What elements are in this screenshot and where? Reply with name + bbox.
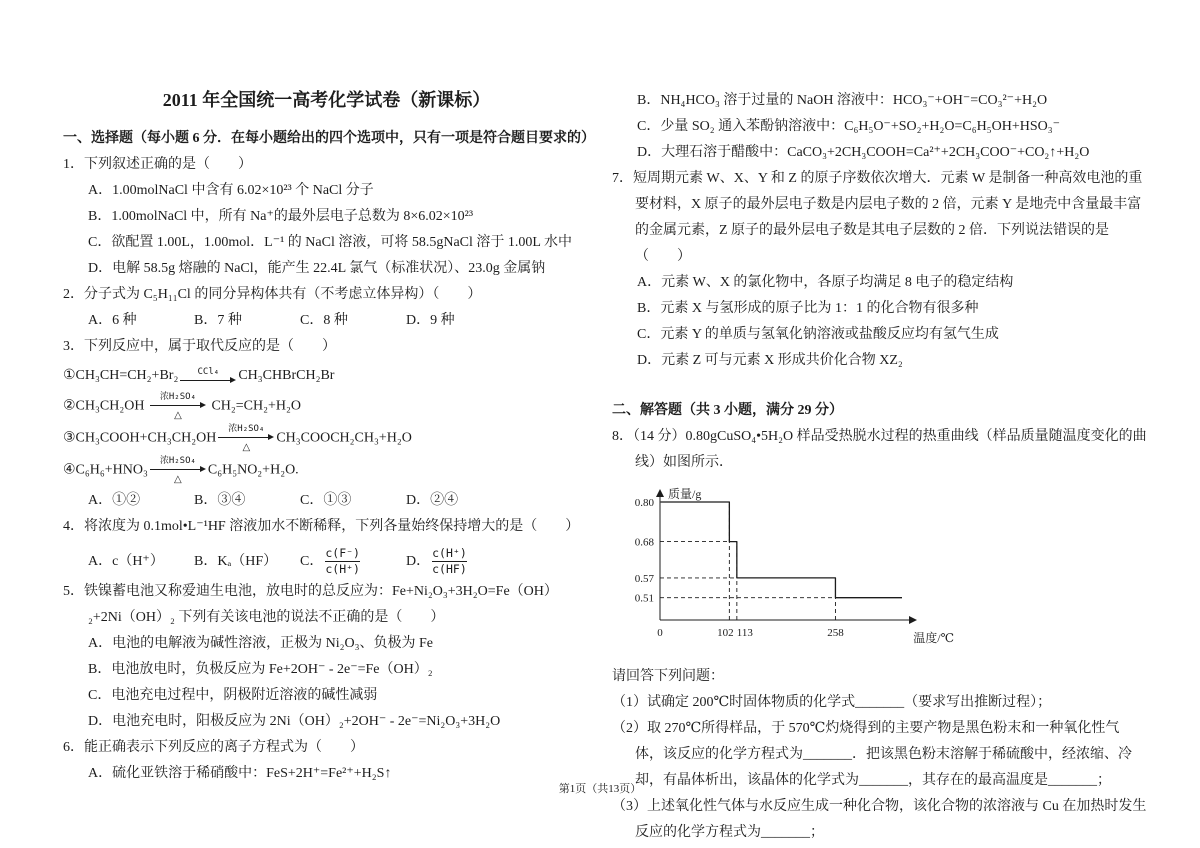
equation-rhs: CH₃COOCH₂CH₃+H₂O [276, 430, 412, 446]
arrow-condition-bottom: △ [174, 410, 182, 422]
fraction [325, 546, 360, 577]
equation-rhs: CH₂=CH₂+H₂O [207, 398, 301, 414]
reaction-arrow [218, 424, 274, 453]
question-3 [63, 334, 590, 514]
svg-text:0.80: 0.80 [634, 497, 654, 509]
q8-prompt: 请回答下列问题： [612, 669, 724, 684]
q1-option-c: C．欲配置 1.00L，1.00mol．L⁻¹ 的 NaCl 溶液，可将 58.5gNaCl 溶于 1.00L 水中 [88, 235, 572, 250]
fraction-denominator: c(H⁺) [325, 562, 360, 577]
equation-rhs: C₆H₅NO₂+H₂O. [207, 462, 299, 478]
q3-equation-1 [63, 363, 590, 389]
q3-options-row [63, 488, 590, 514]
q6-option-b: B．NH₄HCO₃ 溶于过量的 NaOH 溶液中：HCO₃⁻+OH⁻=CO₃²⁻+H₂O [637, 93, 1048, 108]
q3-option-b: B．③④ [194, 493, 246, 509]
q7-option-c: C．元素 Y 的单质与氢氧化钠溶液或盐酸反应均有氢气生成 [637, 327, 999, 342]
svg-text:质量/g: 质量/g [668, 487, 702, 501]
q4-options-row [63, 546, 590, 577]
page-footer: 第1页（共13页） [558, 783, 642, 795]
q3-option-c: C．①③ [300, 493, 352, 509]
question-5 [63, 579, 590, 735]
question-2 [63, 282, 590, 334]
q6-option-a: A．硫化亚铁溶于稀硝酸中：FeS+2H⁺=Fe²⁺+H₂S↑ [88, 766, 392, 782]
q2-options-row [63, 308, 590, 334]
arrow-condition-top: 浓H₂SO₄ [159, 392, 196, 403]
q3-stem: 3．下列反应中，属于取代反应的是（ ） [63, 339, 336, 354]
q3-option-a: A．①② [88, 493, 141, 509]
question-1 [63, 152, 590, 282]
q1-option-d: D．电解 58.5g 熔融的 NaCl，能产生 22.4L 氯气（标准状况）、23.0g 金属钠 [88, 261, 546, 276]
q4-option-d [406, 546, 467, 577]
reaction-arrow [150, 456, 206, 485]
svg-text:0.51: 0.51 [634, 592, 654, 605]
q1-stem: 1．下列叙述正确的是（ ） [63, 157, 252, 172]
arrow-condition-bottom: △ [174, 474, 182, 486]
arrow-line-icon [150, 402, 206, 410]
q4-option-d-label: D． [406, 553, 431, 569]
tg-curve-chart [616, 480, 1147, 662]
q7-option-d: D．元素 Z 可与元素 X 形成共价化合物 XZ₂ [637, 353, 903, 368]
q5-option-a: A．电池的电解液为碱性溶液，正极为 Ni₂O₃、负极为 Fe [88, 636, 433, 652]
q8-part-1: （1）试确定 200℃时固体物质的化学式_______（要求写出推断过程）； [612, 695, 1052, 710]
q6-option-d: D．大理石溶于醋酸中：CaCO₃+2CH₃COOH=Ca²⁺+2CH₃COO⁻+CO₂↑+H₂O [637, 145, 1090, 160]
q2-option-b: B．7 种 [194, 313, 242, 328]
thermogravimetric-chart-svg [616, 480, 956, 652]
svg-text:113: 113 [736, 627, 753, 639]
q1-option-b: B．1.00molNaCl 中，所有 Na⁺的最外层电子总数为 8×6.02×10²³ [88, 209, 474, 224]
q5-stem: 5．铁镍蓄电池又称爱迪生电池，放电时的总反应为：Fe+Ni₂O₃+3H₂O=Fe（OH）₂+2Ni（OH）₂ 下列有关该电池的说法不正确的是（ ） [63, 584, 558, 626]
q4-stem: 4．将浓度为 0.1mol•L⁻¹HF 溶液加水不断稀释，下列各量始终保持增大的是（ ） [63, 519, 580, 535]
svg-text:温度/℃: 温度/℃ [913, 631, 954, 645]
svg-text:0: 0 [657, 627, 663, 639]
q4-option-c [300, 546, 406, 577]
fraction-numerator: c(F⁻) [325, 546, 360, 561]
q4-option-c-label: C． [300, 553, 324, 569]
q6-stem: 6．能正确表示下列反应的离子方程式为（ ） [63, 740, 364, 756]
fraction-denominator: c(HF) [432, 562, 467, 577]
question-4 [63, 514, 590, 577]
right-column [612, 88, 1147, 846]
svg-text:0.57: 0.57 [634, 572, 654, 585]
section-choice-heading: 一、选择题（每小题 6 分．在每小题给出的四个选项中，只有一项是符合题目要求的） [63, 131, 595, 146]
equation-lhs: ②CH₃CH₂OH [63, 398, 148, 414]
reaction-arrow [150, 392, 206, 421]
q5-option-d: D．电池充电时，阳极反应为 2Ni（OH）₂+2OH⁻ - 2e⁻=Ni₂O₃+3H₂O [88, 714, 501, 730]
q2-option-c: C．8 种 [300, 313, 348, 328]
q5-option-c: C．电池充电过程中，阴极附近溶液的碱性减弱 [88, 688, 378, 704]
q8-part-3: （3）上述氧化性气体与水反应生成一种化合物，该化合物的浓溶液与 Cu 在加热时发生反应的化学方程式为_______； [612, 799, 1147, 840]
q4-option-b: B．Kₐ（HF） [194, 553, 278, 569]
question-7 [612, 166, 1147, 374]
q6-option-c: C．少量 SO₂ 通入苯酚钠溶液中：C₆H₅O⁻+SO₂+H₂O=C₆H₅OH+HSO₃⁻ [637, 119, 1060, 134]
arrow-condition-bottom: △ [242, 442, 251, 454]
equation-lhs: ①CH₃CH=CH₂+Br₂ [63, 368, 179, 383]
fraction-numerator: c(H⁺) [432, 546, 467, 561]
q8-part-2: （2）取 270℃所得样品，于 570℃灼烧得到的主要产物是黑色粉末和一种氧化性气体，该反应的化学方程式为_______．把该黑色粉末溶解于稀硫酸中，经浓缩、冷却，有晶体析出，该晶体的化学式为_______，其存在的最高温度是_______； [612, 721, 1132, 788]
q7-option-b: B．元素 X 与氢形成的原子比为 1：1 的化合物有很多种 [637, 301, 979, 316]
left-column [63, 88, 595, 787]
arrow-line-icon [150, 466, 206, 474]
q2-option-d: D．9 种 [406, 313, 455, 328]
q4-option-a: A．c（H⁺） [88, 553, 164, 569]
q2-option-a: A．6 种 [88, 313, 137, 328]
arrow-line-icon [180, 377, 236, 385]
arrow-condition-top: 浓H₂SO₄ [228, 424, 265, 435]
equation-lhs: ④C₆H₆+HNO₃ [63, 462, 148, 478]
reaction-arrow [180, 367, 236, 385]
q2-stem: 2．分子式为 C₅H₁₁Cl 的同分异构体共有（不考虑立体异构）（ ） [63, 287, 482, 302]
section-answer-heading: 二、解答题（共 3 小题，满分 29 分） [612, 403, 843, 418]
svg-text:258: 258 [827, 627, 844, 639]
q5-option-b: B．电池放电时，负极反应为 Fe+2OH⁻ - 2e⁻=Fe（OH）₂ [88, 662, 433, 678]
arrow-condition-top: 浓H₂SO₄ [159, 456, 196, 467]
page-title: 2011 年全国统一高考化学试卷（新课标） [162, 90, 491, 110]
q3-option-d: D．②④ [406, 493, 459, 509]
q3-equation-2 [63, 392, 590, 421]
question-6 [63, 735, 590, 787]
equation-lhs: ③CH₃COOH+CH₃CH₂OH [63, 430, 217, 446]
q7-option-a: A．元素 W、X 的氯化物中，各原子均满足 8 电子的稳定结构 [637, 275, 1014, 290]
arrow-line-icon [218, 434, 274, 442]
q3-equation-3 [63, 424, 590, 453]
svg-text:0.68: 0.68 [634, 536, 654, 549]
q7-stem: 7．短周期元素 W、X、Y 和 Z 的原子序数依次增大．元素 W 是制备一种高效电池的重要材料，X 原子的最外层电子数是内层电子数的 2 倍，元素 Y 是地壳中含量最丰富的金属元素，Z 原子的最外层电子数是其电子层数的 2 倍．下列说法错误的是（ ） [612, 171, 1143, 264]
arrow-condition-top: CCl₄ [197, 367, 220, 377]
equation-rhs: CH₃CHBrCH₂Br [238, 368, 335, 383]
q1-option-a: A．1.00molNaCl 中含有 6.02×10²³ 个 NaCl 分子 [88, 183, 374, 198]
svg-text:102: 102 [717, 627, 734, 639]
fraction [432, 546, 467, 577]
q3-equation-4 [63, 456, 590, 485]
q8-stem: 8．（14 分）0.80gCuSO₄•5H₂O 样品受热脱水过程的热重曲线（样品质量随温度变化的曲线）如图所示． [612, 429, 1147, 470]
